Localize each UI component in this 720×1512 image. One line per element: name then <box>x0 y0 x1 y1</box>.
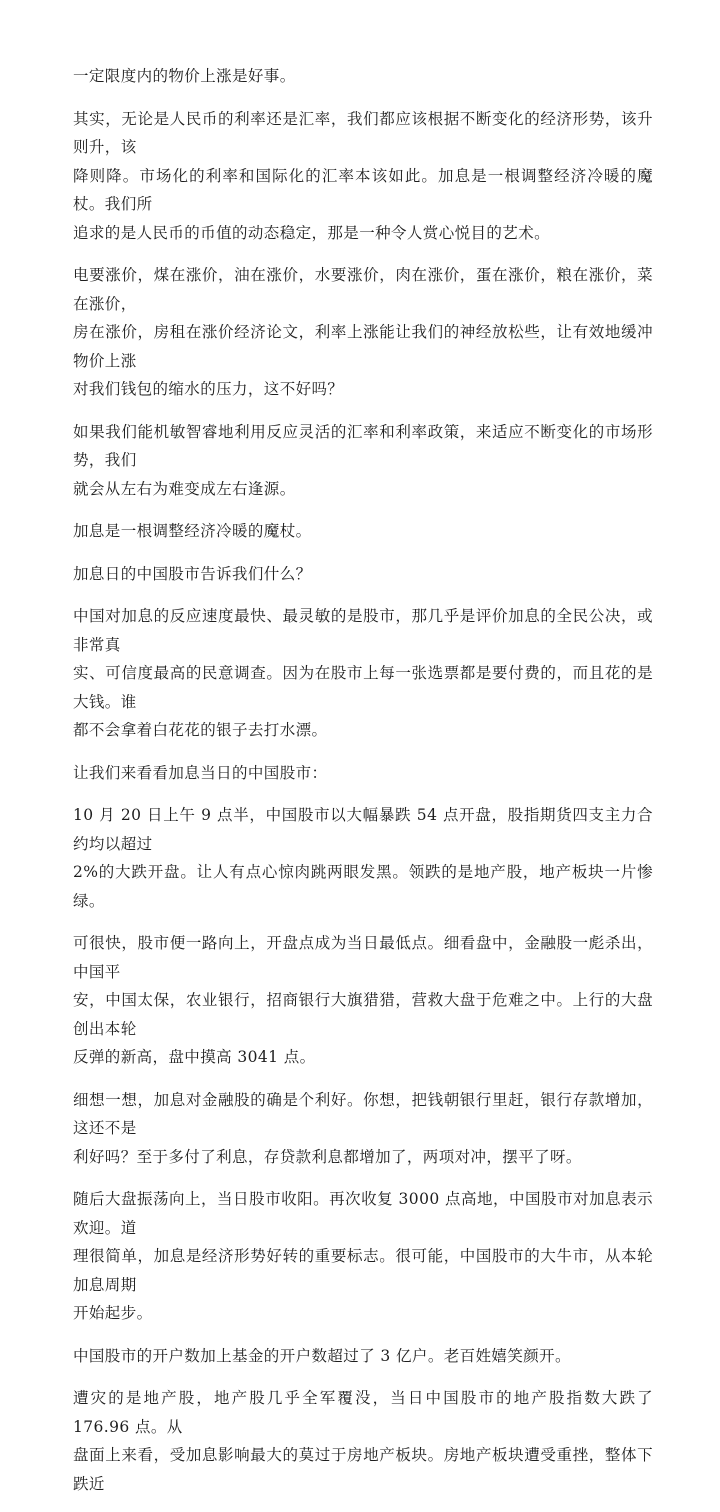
paragraph: 如果我们能机敏智睿地利用反应灵活的汇率和利率政策，来适应不断变化的市场形势，我们 就会从左右为难变成左右逢源。 <box>73 422 653 498</box>
paragraph: 可很快，股市便一路向上，开盘点成为当日最低点。细看盘中，金融股一彪杀出，中国平 安，中国太保，农业银行，招商银行大旗猎猎，营救大盘于危难之中。上行的大盘创出本轮 反弹的新高，盘中摸高 3041 点。 <box>73 934 653 1066</box>
paragraph: 加息是一根调整经济冷暖的魔杖。 <box>73 522 312 540</box>
paragraph: 让我们来看看加息当日的中国股市： <box>73 763 328 782</box>
paragraph: 随后大盘振荡向上，当日股市收阳。再次收复 3000 点高地，中国股市对加息表示欢迎。道 理很简单，加息是经济形势好转的重要标志。很可能，中国股市的大牛市，从本轮加息周期 开始起步。 <box>73 1190 653 1322</box>
paragraph: 10 月 20 日上午 9 点半，中国股市以大幅暴跌 54 点开盘，股指期货四支主力合约均以超过 2%的大跌开盘。让人有点心惊肉跳两眼发黑。领跌的是地产股，地产板块一片惨绿。 <box>73 806 653 910</box>
paragraph-heading: 加息日的中国股市告诉我们什么？ <box>73 564 312 583</box>
paragraph: 遭灾的是地产股，地产股几乎全军覆没，当日中国股市的地产股指数大跌了 176.96 点。从 盘面上来看，受加息影响最大的莫过于房地产板块。房地产板块遭受重挫，整体下跌近 <box>73 1389 653 1493</box>
paragraph: 其实，无论是人民币的利率还是汇率，我们都应该根据不断变化的经济形势，该升则升，该 降则降。市场化的利率和国际化的汇率本该如此。加息是一根调整经济冷暖的魔杖。我们所 追求的是人民币的币值的动态稳定，那是一种令人赏心悦目的艺术。 <box>73 109 653 242</box>
paragraph: 中国股市的开户数加上基金的开户数超过了 3 亿户。老百姓嬉笑颜开。 <box>73 1346 571 1365</box>
paragraph: 细想一想，加息对金融股的确是个利好。你想，把钱朝银行里赶，银行存款增加，这还不是 利好吗？至于多付了利息，存贷款利息都增加了，两项对冲，摆平了呀。 <box>73 1090 653 1166</box>
paragraph: 中国对加息的反应速度最快、最灵敏的是股市，那几乎是评价加息的全民公决，或非常真 实、可信度最高的民意调查。因为在股市上每一张选票都是要付费的，而且花的是大钱。谁 都不会拿着白花花的银子去打水漂。 <box>73 607 653 739</box>
paragraph: 电要涨价，煤在涨价，油在涨价，水要涨价，肉在涨价，蛋在涨价，粮在涨价，菜在涨价， 房在涨价，房租在涨价经济论文，利率上涨能让我们的神经放松些，让有效地缓冲物价上涨 对我们钱包的缩水的压力，这不好吗？ <box>73 266 653 398</box>
article-body <box>73 62 653 1512</box>
paragraph: 一定限度内的物价上涨是好事。 <box>73 67 296 85</box>
